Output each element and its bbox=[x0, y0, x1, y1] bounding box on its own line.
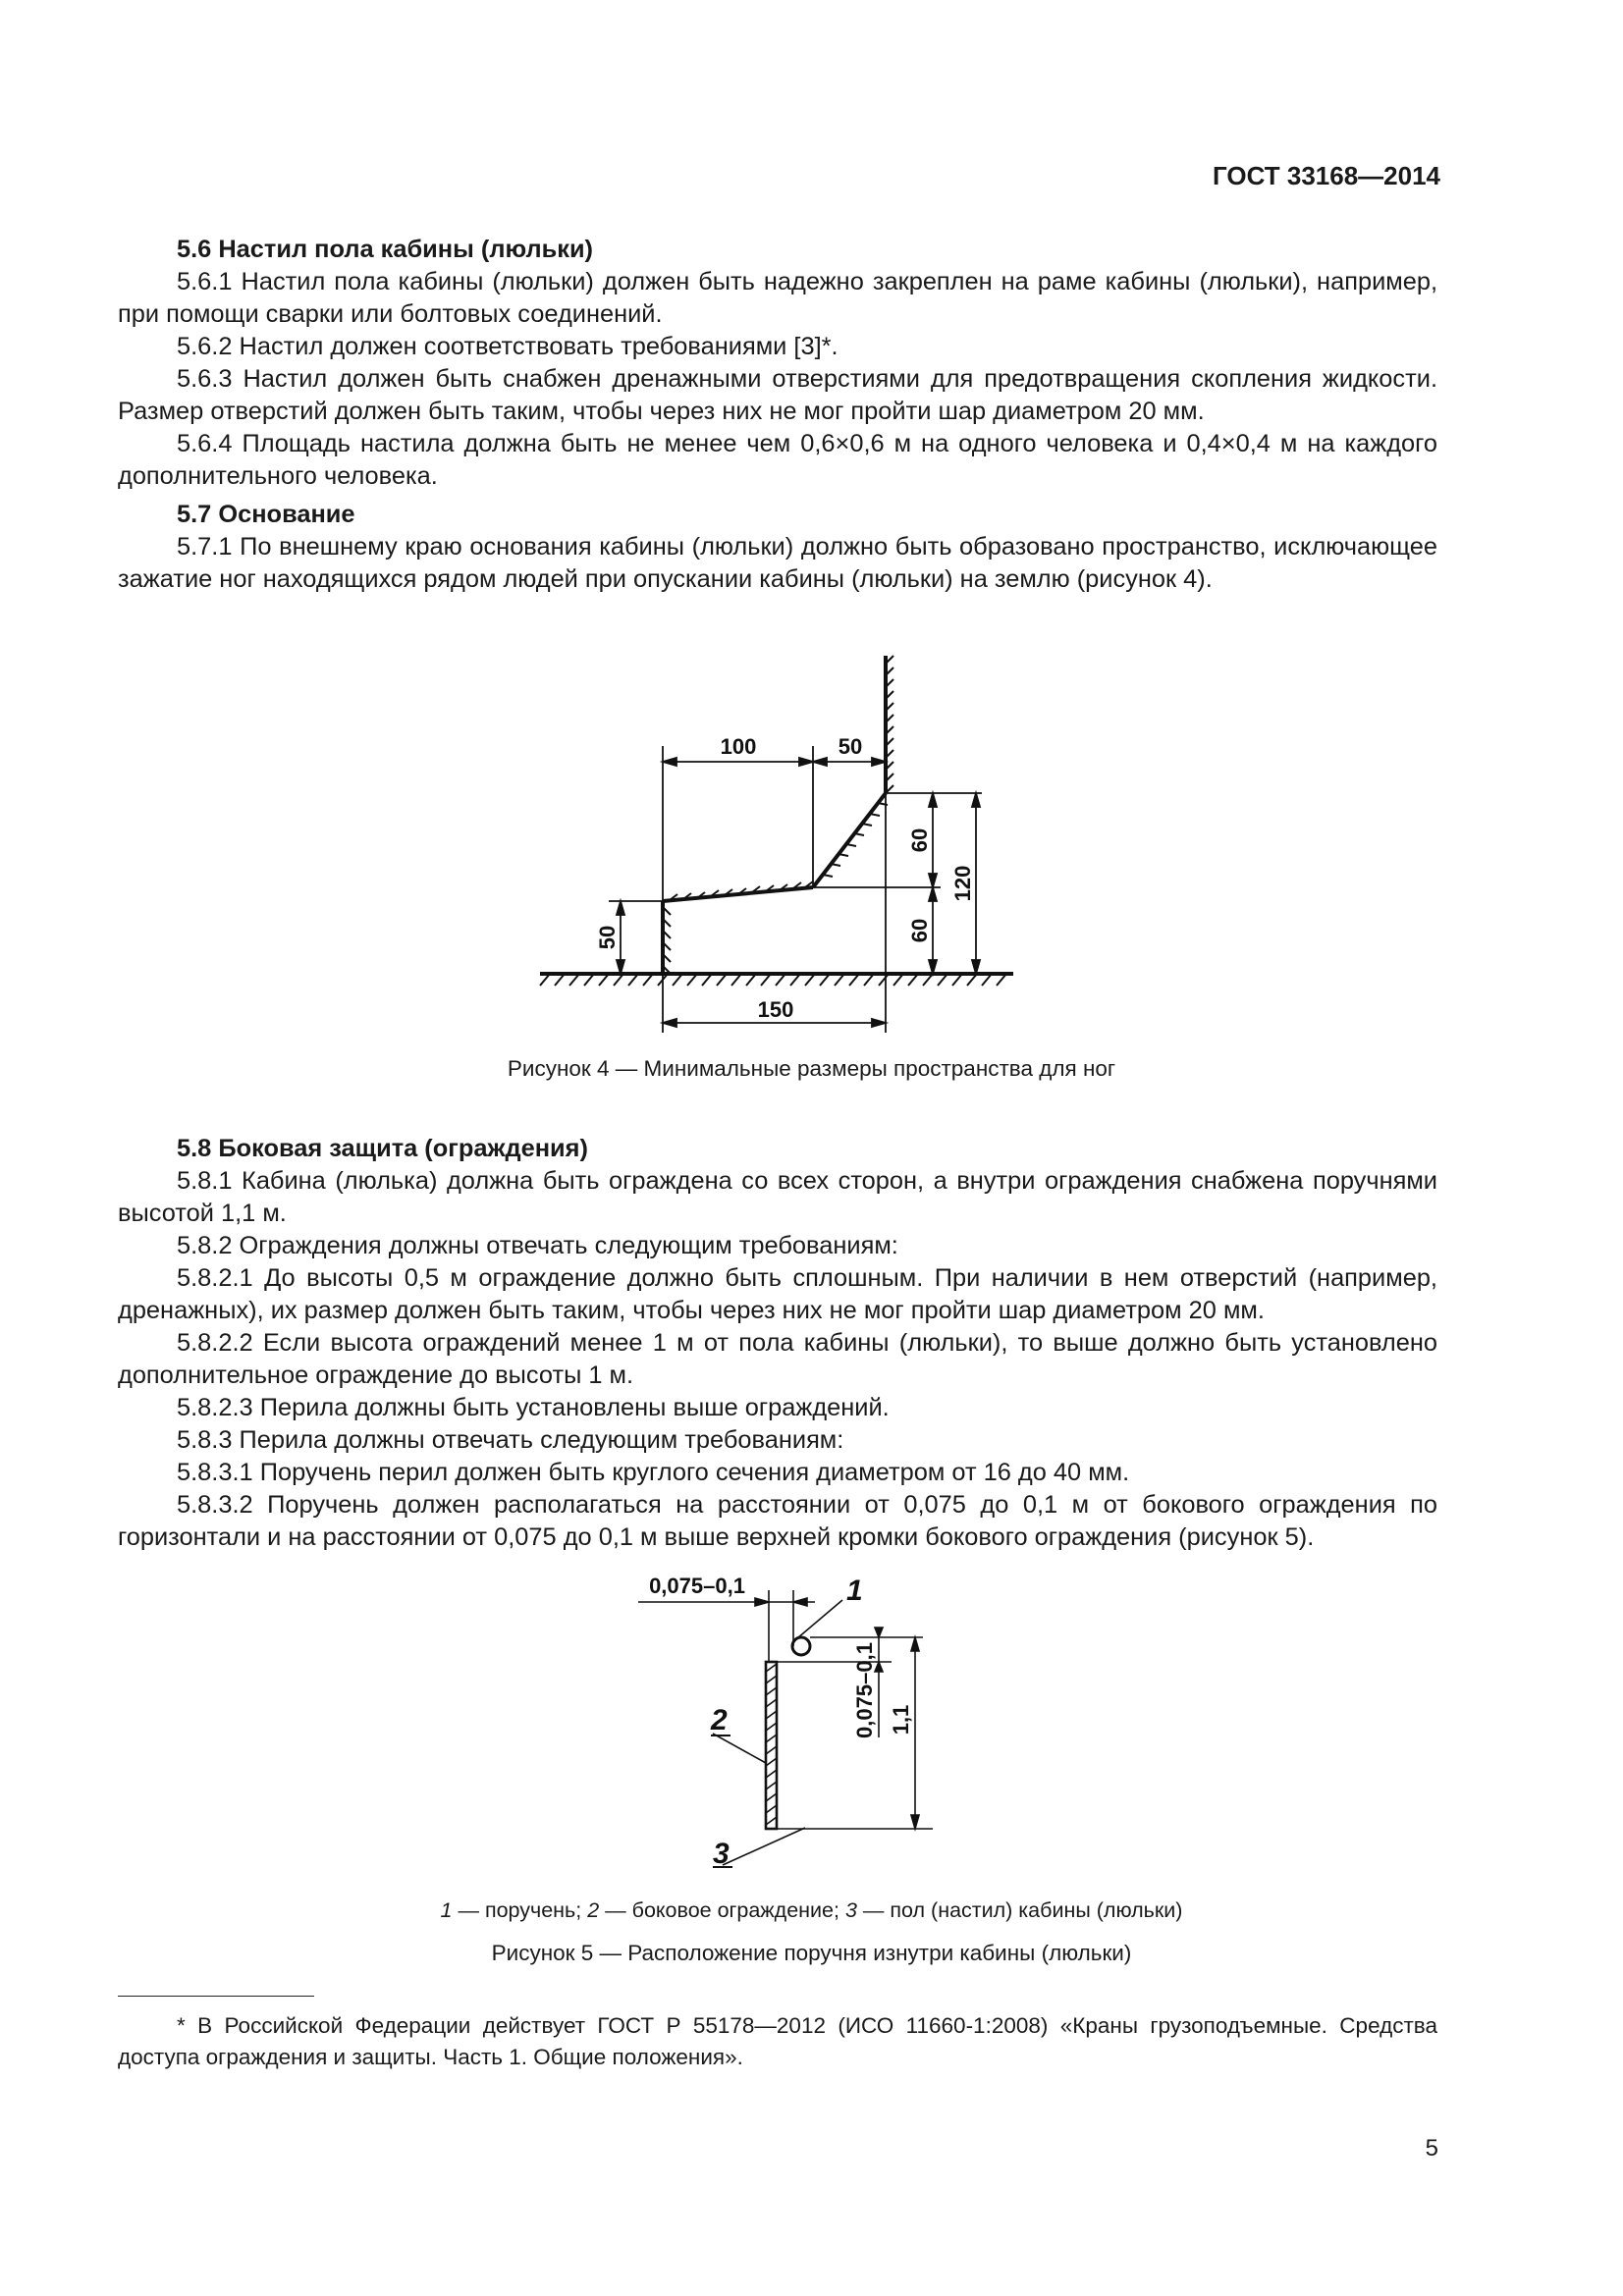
paragraph-5-8-3: 5.8.3 Перила должны отвечать следующим требованиям: bbox=[177, 1426, 844, 1454]
figure-5-legend: 1 — поручень; 2 — боковое ограждение; 3 — пол (настил) кабины (люльки) bbox=[440, 1898, 1183, 1922]
fig5-label-2: 2 bbox=[711, 1704, 728, 1736]
paragraph-5-6-1: 5.6.1 Настил пола кабины (люльки) должен быть надежно закреплен на раме кабины (люльки), например, при помощи сварки или болтовых соединений. bbox=[118, 268, 1437, 328]
paragraph-5-6-3: 5.6.3 Настил должен быть снабжен дренажными отверстиями для предотвращения скопления жидкости. Размер отверстий должен быть таким, чтобы через них не мог пройти шар диаметром 20 мм. bbox=[118, 365, 1437, 425]
paragraph-5-6-2: 5.6.2 Настил должен соответствовать требованиями [3]*. bbox=[177, 333, 839, 360]
dim-50-top: 50 bbox=[838, 734, 863, 759]
paragraph-5-8-2-3: 5.8.2.3 Перила должны быть установлены выше ограждений. bbox=[177, 1394, 890, 1421]
section-heading-5-7: 5.7 Основание bbox=[177, 501, 355, 528]
footnote: * В Российской Федерации действует ГОСТ Р 55178—2012 (ИСО 11660-1:2008) «Краны грузоподъемные. Средства доступа ограждения и защиты. Часть 1. Общие положения». bbox=[118, 2013, 1437, 2069]
fig5-dim-height: 1,1 bbox=[889, 1704, 913, 1735]
paragraph-5-8-2-1: 5.8.2.1 До высоты 0,5 м ограждение должно быть сплошным. При наличии в нем отверстий (например, дренажных), их размер должен быть таким, чтобы через них не мог пройти шар диаметром 20 мм. bbox=[118, 1264, 1437, 1324]
figure-4-caption: Рисунок 4 — Минимальные размеры пространства для ног bbox=[507, 1056, 1116, 1081]
document-header: ГОСТ 33168—2014 bbox=[1213, 161, 1440, 190]
section-heading-5-6: 5.6 Настил пола кабины (люльки) bbox=[177, 236, 594, 263]
paragraph-5-8-2: 5.8.2 Ограждения должны отвечать следующим требованиям: bbox=[177, 1232, 898, 1259]
dim-120: 120 bbox=[950, 865, 975, 902]
paragraph-5-6-4: 5.6.4 Площадь настила должна быть не менее чем 0,6×0,6 м на одного человека и 0,4×0,4 м на каждого дополнительного человека. bbox=[118, 430, 1437, 490]
paragraph-5-7-1: 5.7.1 По внешнему краю основания кабины (люльки) должно быть образовано пространство, исключающее зажатие ног находящихся рядом людей при опускании кабины (люльки) на землю (рисунок 4). bbox=[118, 533, 1437, 593]
dim-60-lower: 60 bbox=[907, 918, 932, 943]
fig5-label-3: 3 bbox=[713, 1838, 730, 1870]
paragraph-5-8-3-2: 5.8.3.2 Поручень должен располагаться на расстоянии от 0,075 до 0,1 м от бокового ограждения по горизонтали и на расстоянии от 0,075 до 0,1 м выше верхней кромки бокового ограждения (рисунок 5). bbox=[118, 1491, 1437, 1551]
page-number: 5 bbox=[1425, 2135, 1438, 2162]
dim-60-upper: 60 bbox=[907, 828, 932, 853]
fig5-dim-horizontal: 0,075–0,1 bbox=[649, 1574, 745, 1598]
dim-100: 100 bbox=[720, 734, 757, 759]
dim-50-left: 50 bbox=[595, 925, 620, 950]
paragraph-5-8-1: 5.8.1 Кабина (люлька) должна быть ограждена со всех сторон, а внутри ограждения снабжена поручнями высотой 1,1 м. bbox=[118, 1167, 1437, 1227]
fig5-label-1: 1 bbox=[846, 1575, 863, 1607]
paragraph-5-8-3-1: 5.8.3.1 Поручень перил должен быть круглого сечения диаметром от 16 до 40 мм. bbox=[177, 1459, 1130, 1486]
fig5-dim-vertical: 0,075–0,1 bbox=[852, 1642, 877, 1738]
footnote-divider bbox=[118, 1996, 314, 1997]
paragraph-5-8-2-2: 5.8.2.2 Если высота ограждений менее 1 м от пола кабины (люльки), то выше должно быть установлено дополнительное ограждение до высоты 1 м. bbox=[118, 1329, 1437, 1389]
dim-150: 150 bbox=[757, 997, 794, 1022]
figure-5-geometry bbox=[766, 1637, 810, 1829]
section-heading-5-8: 5.8 Боковая защита (ограждения) bbox=[177, 1135, 588, 1162]
figure-5-caption: Рисунок 5 — Расположение поручня изнутри кабины (люльки) bbox=[491, 1941, 1132, 1965]
